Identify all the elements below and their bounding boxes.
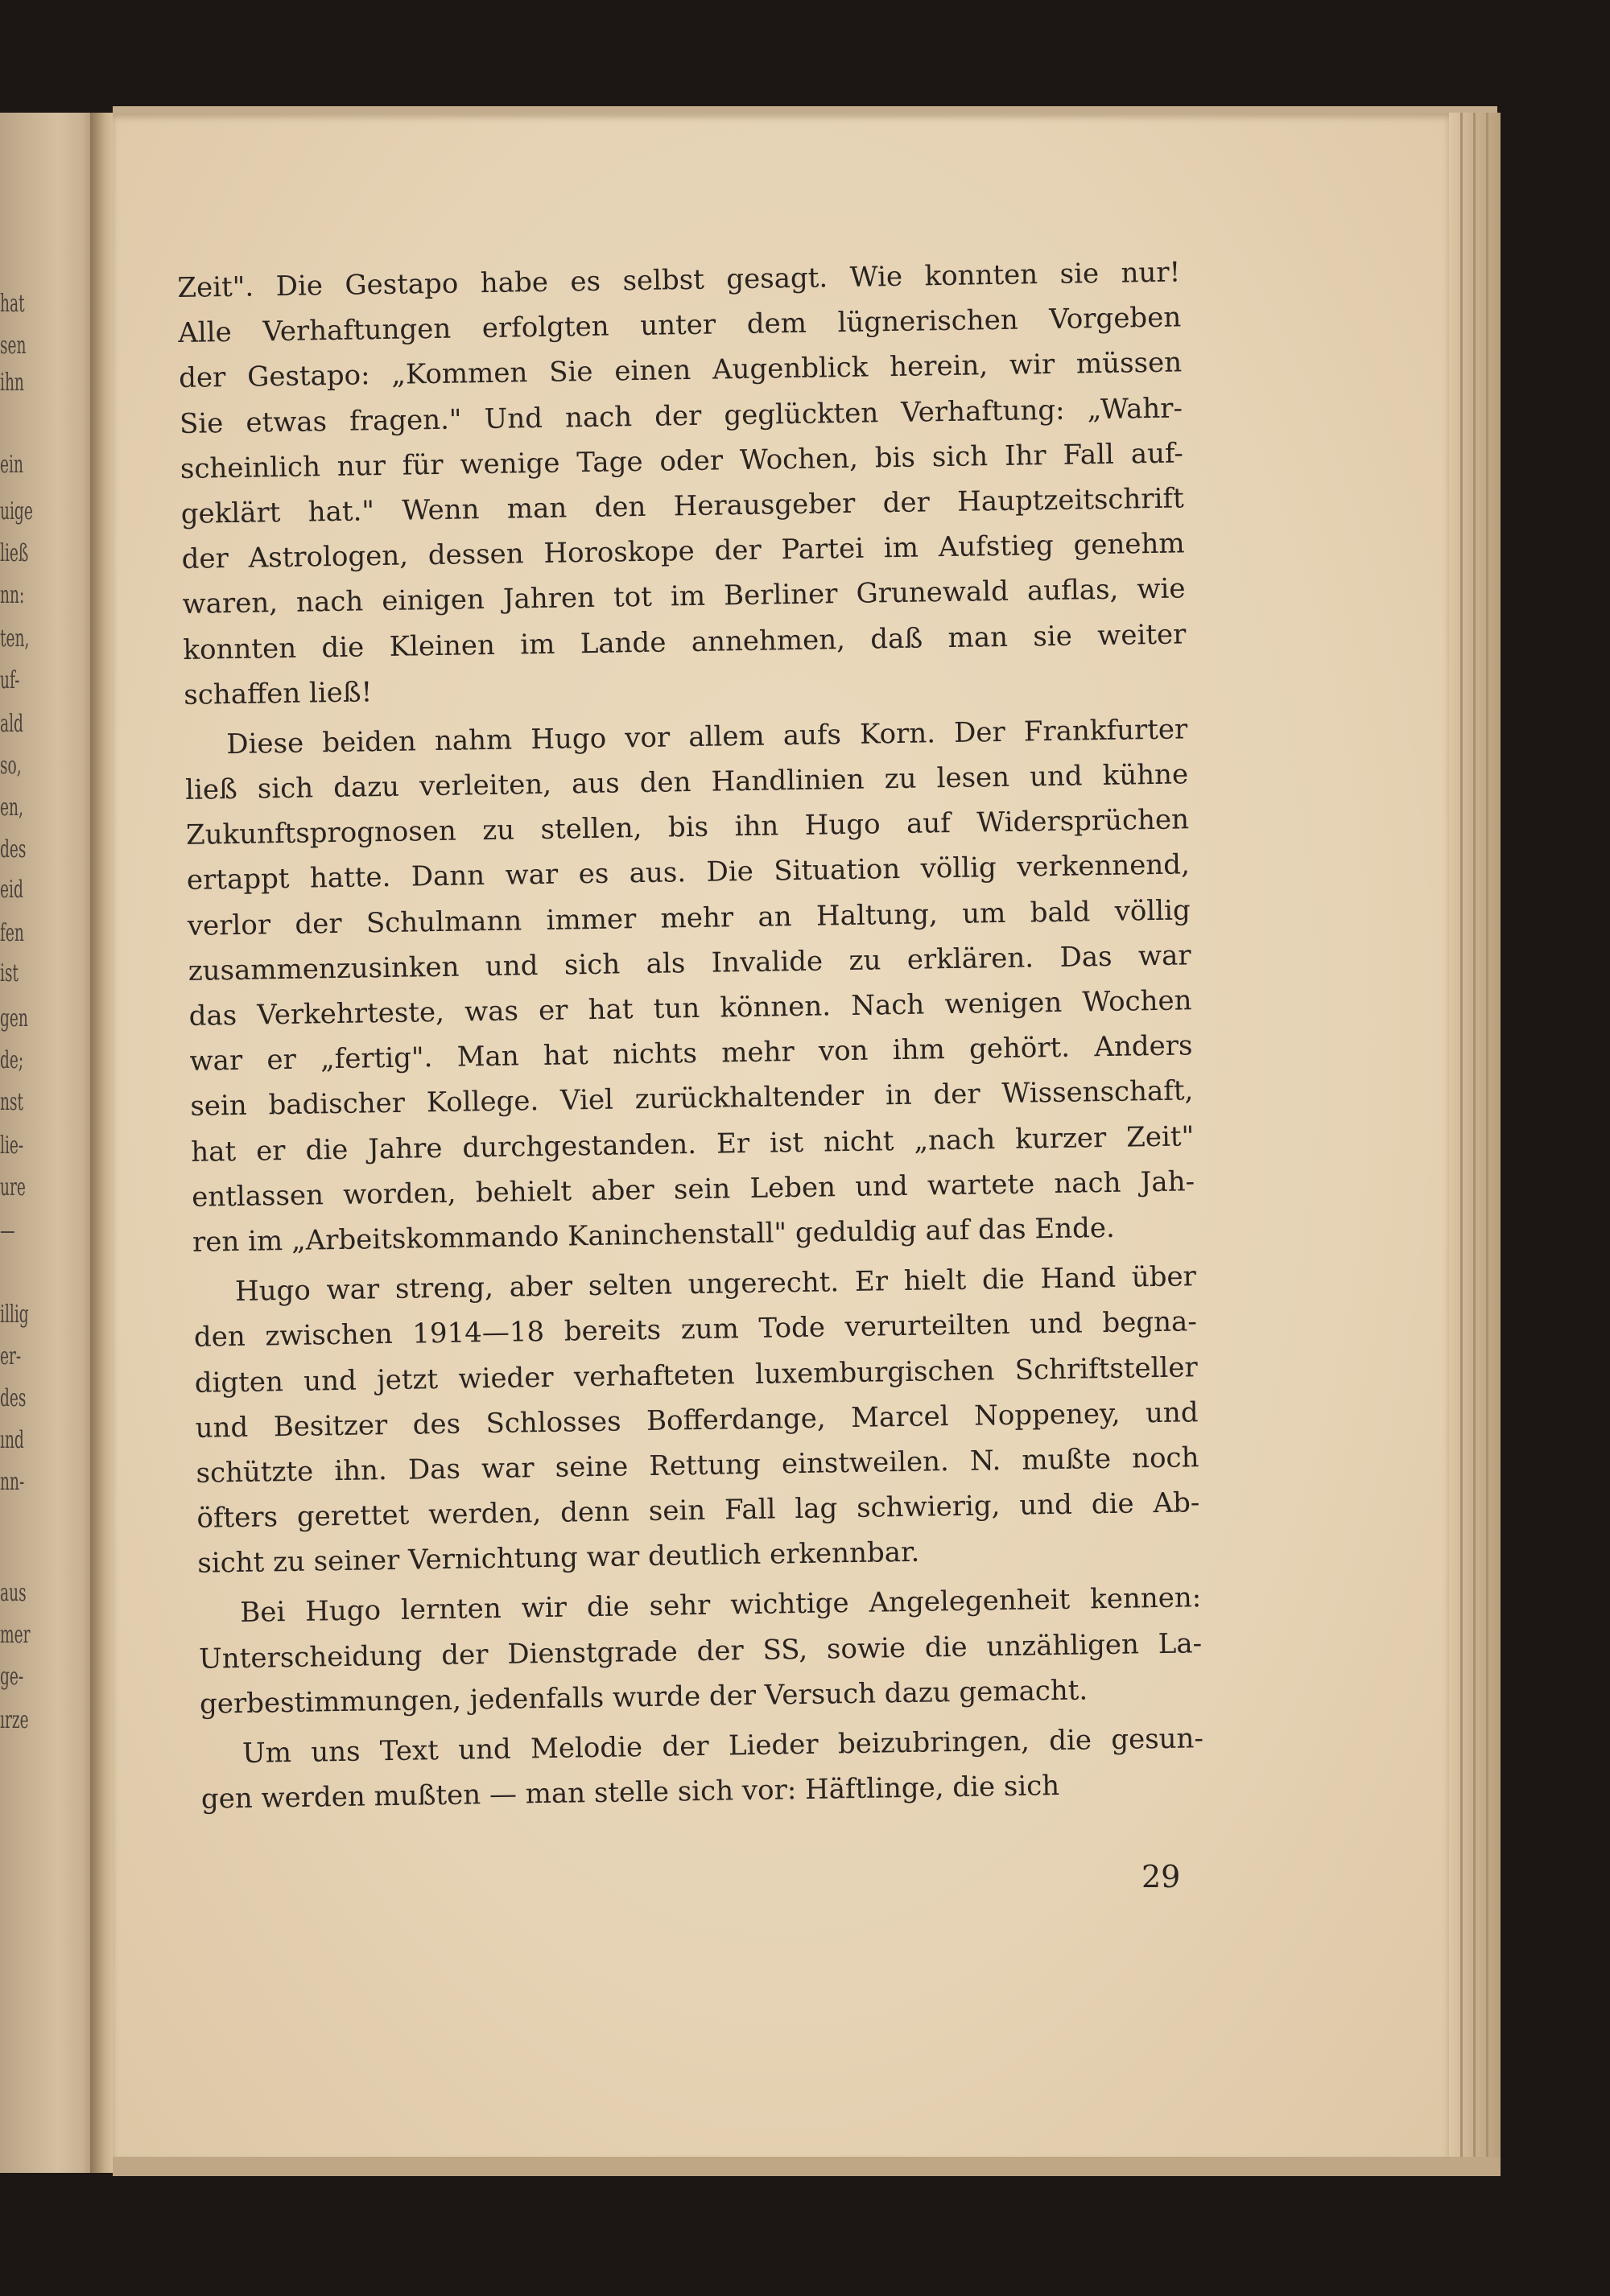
text-line: Zeit". Die Gestapo habe es selbst gesagt. Wie konnten sie nur! <box>177 256 1181 304</box>
text-line: ren im „Arbeitskommando Kaninchenstall" geduldig auf das Ende. <box>192 1211 1116 1259</box>
text-line: Alle Verhaftungen erfolgten unter dem lügnerischen Vorgeben <box>178 301 1182 350</box>
left-page-fragment: uf- <box>0 666 20 695</box>
text-line: konnten die Kleinen im Lande annehmen, daß man sie weiter <box>183 617 1187 666</box>
left-page-fragment: des <box>0 1384 27 1412</box>
text-line: scheinlich nur für wenige Tage oder Wochen, bis sich Ihr Fall auf- <box>180 437 1184 485</box>
body-text <box>177 249 1204 1822</box>
left-page-fragment: sen <box>0 332 27 360</box>
text-line: sicht zu seiner Vernichtung war deutlich erkennbar. <box>197 1535 920 1581</box>
left-page-fragment: nn- <box>0 1468 25 1496</box>
text-line: war er „fertig". Man hat nichts mehr von ihm gehört. Anders <box>189 1029 1193 1078</box>
page-number: 29 <box>1141 1859 1181 1894</box>
text-line: Um uns Text und Melodie der Lieder beizubringen, die gesun- <box>242 1722 1204 1770</box>
left-page-fragment: — <box>0 1217 15 1245</box>
text-line: Bei Hugo lernten wir die sehr wichtige Angelegenheit kennen: <box>239 1581 1202 1630</box>
text-line: gerbestimmungen, jedenfalls wurde der Versuch dazu gemacht. <box>199 1674 1088 1721</box>
left-page-fragment: er- <box>0 1342 22 1371</box>
text-line: öfters gerettet werden, denn sein Fall lag schwierig, und die Ab- <box>196 1486 1200 1535</box>
text-line: waren, nach einigen Jahren tot im Berliner Grunewald auflas, wie <box>182 572 1186 621</box>
left-page-fragment: ist <box>0 959 19 987</box>
text-line: der Gestapo: „Kommen Sie einen Augenblick herein, wir müssen <box>178 346 1183 395</box>
left-page-fragment: ließ <box>0 539 29 567</box>
left-page-fragment: fen <box>0 919 24 947</box>
text-line: Zukunftsprognosen zu stellen, bis ihn Hugo auf Widersprüchen <box>185 803 1190 852</box>
text-line: entlassen worden, behielt aber sein Leben und wartete nach Jah- <box>191 1165 1195 1214</box>
text-line: digten und jetzt wieder verhafteten luxemburgischen Schriftsteller <box>194 1350 1198 1399</box>
text-line: der Astrologen, dessen Horoskope der Partei im Aufstieg genehm <box>181 527 1185 576</box>
left-page-fragment: nn: <box>0 581 25 609</box>
text-line: Unterscheidung der Dienstgrade der SS, sowie die unzähligen La- <box>198 1626 1203 1676</box>
left-page-fragment: aus <box>0 1579 27 1607</box>
left-page-fragment: ein <box>0 451 23 479</box>
left-page-fragment: eid <box>0 876 23 904</box>
left-page-fragment: ırze <box>0 1706 29 1734</box>
text-line: Diese beiden nahm Hugo vor allem aufs Korn. Der Frankfurter <box>226 713 1188 761</box>
left-page-fragment: uige <box>0 497 33 526</box>
text-line: Hugo war streng, aber selten ungerecht. Er hielt die Hand über <box>234 1260 1197 1309</box>
left-page-edge <box>0 113 97 2173</box>
page-right-edge <box>1449 113 1501 2157</box>
text-line: geklärt hat." Wenn man den Herausgeber der Hauptzeitschrift <box>180 482 1185 530</box>
text-line: gen werden mußten — man stelle sich vor: Häftlinge, die sich <box>200 1770 1060 1816</box>
text-line: Sie etwas fragen." Und nach der geglückten Verhaftung: „Wahr- <box>179 391 1183 440</box>
left-page-fragment: gen <box>0 1004 28 1033</box>
text-line: ließ sich dazu verleiten, aus den Handlinien zu lesen und kühne <box>184 758 1189 806</box>
text-line: ertappt hatte. Dann war es aus. Die Situation völlig verkennend, <box>186 848 1191 897</box>
left-page-fragment: de; <box>0 1046 24 1074</box>
left-page-fragment: ald <box>0 710 23 738</box>
text-line: hat er die Jahre durchgestanden. Er ist nicht „nach kurzer Zeit" <box>190 1119 1195 1169</box>
text-line: und Besitzer des Schlosses Bofferdange, Marcel Noppeney, und <box>195 1395 1199 1445</box>
left-page-fragment: so, <box>0 752 22 780</box>
text-line: zusammenzusinken und sich als Invalide zu erklären. Das war <box>188 939 1191 987</box>
left-page-fragment: ge- <box>0 1663 24 1691</box>
left-page-fragment: ure <box>0 1173 26 1202</box>
left-page-fragment: ınd <box>0 1426 24 1454</box>
page-bottom-edge <box>113 2157 1501 2176</box>
left-page-fragment: nst <box>0 1088 24 1116</box>
text-line: das Verkehrteste, was er hat tun können. Nach wenigen Wochen <box>188 984 1192 1033</box>
left-page-fragment: ihn <box>0 369 24 397</box>
left-page-fragment: illig <box>0 1301 29 1329</box>
left-page-fragment: hat <box>0 290 25 318</box>
text-line: sein badischer Kollege. Viel zurückhaltender in der Wissenschaft, <box>190 1074 1194 1123</box>
text-line: verlor der Schulmann immer mehr an Haltung, um bald völlig <box>187 893 1191 942</box>
text-line: schützte ihn. Das war seine Rettung einstweilen. N. mußte noch <box>196 1441 1199 1490</box>
text-line: schaffen ließ! <box>184 675 373 711</box>
left-page-fragment: lie- <box>0 1132 24 1160</box>
left-page-fragment: mer <box>0 1621 31 1649</box>
left-page-fragment: des <box>0 835 27 864</box>
left-page-fragment: ten, <box>0 624 30 653</box>
left-page-fragment: en, <box>0 794 23 822</box>
text-line: den zwischen 1914—18 bereits zum Tode verurteilten und begna- <box>193 1305 1198 1354</box>
